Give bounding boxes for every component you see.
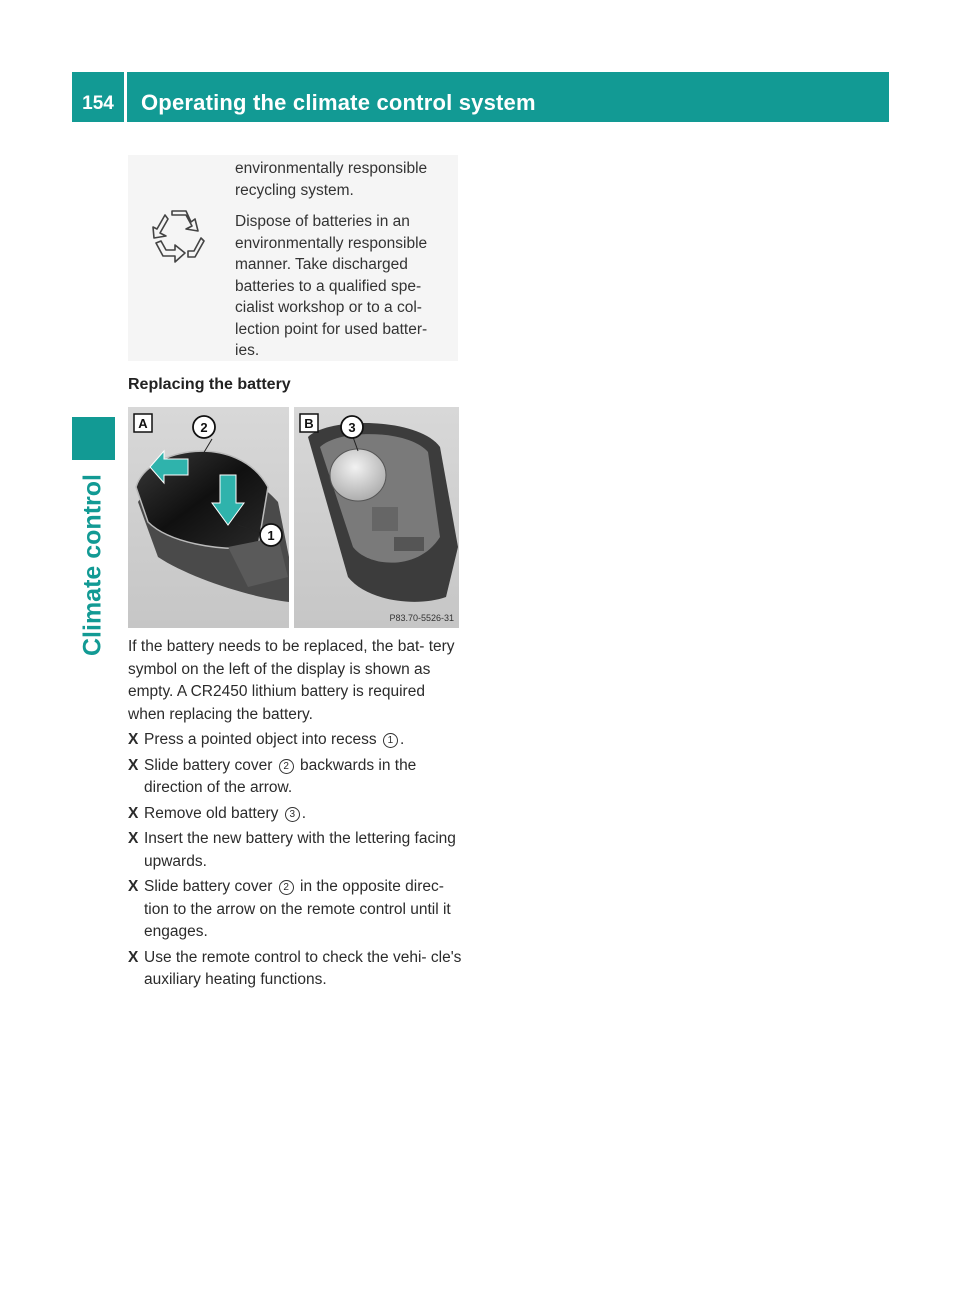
step-text-continued: backwards in the direction of the arrow.: [144, 756, 417, 796]
step-text-continued: in the opposite direc- tion to the arrow on the remote control until it engages.: [144, 878, 451, 940]
step-item: [128, 755, 464, 800]
step-text: Press a pointed object into recess: [144, 731, 381, 748]
page-header: [72, 72, 889, 122]
battery-replacement-figure: [128, 407, 459, 628]
step-item: [128, 947, 464, 992]
page-title: Operating the climate control system: [141, 90, 536, 115]
step-text-continued: .: [399, 731, 405, 748]
step-list: [128, 729, 464, 992]
battery-contact: [372, 507, 398, 531]
step-text: Remove old battery: [144, 804, 283, 822]
step-text: Insert the new battery with the lettering facing upwards.: [144, 830, 456, 870]
section-heading: Replacing the battery: [128, 376, 291, 393]
recycle-icon: [148, 205, 210, 267]
step-text-continued: .: [301, 804, 307, 822]
recycling-note: [128, 155, 458, 361]
step-item: [128, 876, 464, 944]
panel-a-label: A: [138, 416, 148, 431]
step-marker-icon: X: [128, 804, 139, 822]
step-marker-icon: X: [128, 878, 139, 895]
step-text: Slide battery cover: [144, 878, 277, 895]
step-marker-icon: X: [128, 731, 139, 748]
step-text: Slide battery cover: [144, 756, 277, 774]
intro-paragraph: If the battery needs to be replaced, the bat- tery symbol on the left of the display is shown as empty. A CR2450 lithium battery is required when replacing the battery.: [128, 638, 455, 723]
reference-number: 3: [285, 807, 300, 822]
step-text: Use the remote control to check the vehi- cle's auxiliary heating functions.: [144, 948, 462, 988]
chapter-tab-marker: [72, 417, 115, 460]
reference-number: 2: [279, 880, 294, 895]
instructions: [128, 636, 464, 995]
page-number: 154: [82, 93, 114, 114]
step-marker-icon: X: [128, 756, 139, 774]
callout-1-label: 1: [267, 528, 275, 543]
battery-cell: [330, 449, 386, 501]
panel-b-label: B: [304, 416, 314, 431]
step-marker-icon: X: [128, 948, 139, 966]
step-marker-icon: X: [128, 830, 139, 847]
recycling-paragraph-1: environmentally responsible recycling system.: [235, 160, 428, 199]
callout-2-label: 2: [200, 420, 208, 435]
reference-number: 1: [383, 733, 398, 748]
step-item: [128, 828, 464, 873]
remote-clip: [394, 537, 424, 551]
reference-number: 2: [279, 759, 294, 774]
recycling-paragraph-2: Dispose of batteries in an environmentally responsible manner. Take discharged batteries to a qualified spe- cialist workshop or to a col- lection point for used batter- ies.: [235, 213, 428, 359]
chapter-label: Climate control: [78, 474, 107, 656]
callout-3-label: 3: [348, 420, 356, 435]
step-item: [128, 803, 464, 826]
step-item: [128, 729, 464, 752]
header-divider: [124, 72, 127, 122]
recycling-text: [235, 158, 450, 372]
figure-code: P83.70-5526-31: [389, 613, 454, 623]
